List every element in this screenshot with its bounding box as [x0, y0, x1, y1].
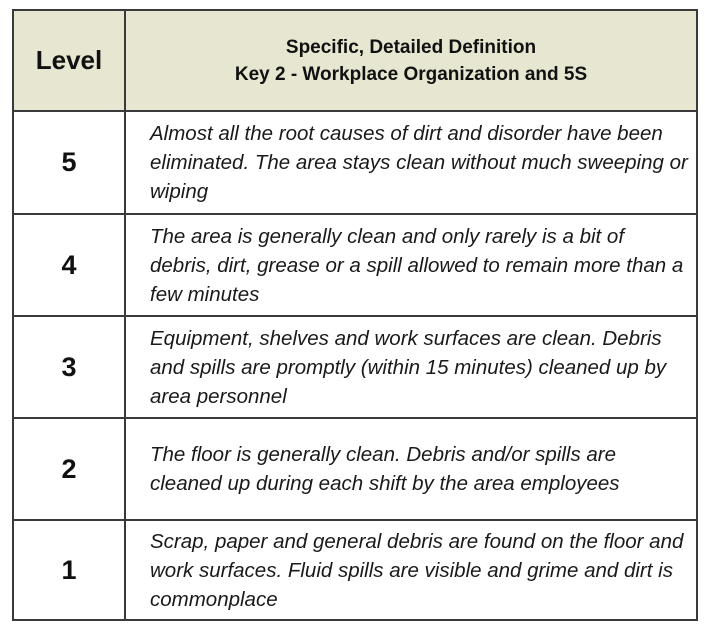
definition-cell: [126, 419, 696, 521]
definition-text: The floor is generally clean. Debris and/or spills are cleaned up during each shift by the area employees: [150, 443, 620, 495]
definition-text: Almost all the root causes of dirt and disorder have been eliminated. The area stays clean without much sweeping or wiping: [150, 122, 688, 203]
definition-cell: [126, 521, 696, 619]
definition-cell: [126, 112, 696, 215]
level-cell: [14, 112, 126, 215]
level-number: 1: [61, 554, 77, 585]
definition-text: The area is generally clean and only rarely is a bit of debris, dirt, grease or a spill allowed to remain more than a few minutes: [150, 224, 684, 306]
level-cell: [14, 215, 126, 317]
level-cell: [14, 317, 126, 419]
definition-cell: [126, 215, 696, 317]
definition-cell: [126, 317, 696, 419]
level-number: 3: [61, 351, 77, 382]
level-cell: [14, 419, 126, 521]
header-level-label: Level: [35, 45, 103, 75]
header-definition: [126, 11, 696, 112]
header-level: [14, 11, 126, 112]
level-number: 2: [61, 453, 77, 484]
header-definition-line1: Specific, Detailed Definition: [285, 36, 537, 58]
level-number: 5: [61, 147, 77, 177]
level-number: 4: [61, 249, 77, 280]
level-cell: [14, 521, 126, 619]
header-definition-line2: Key 2 - Workplace Organization and 5S: [234, 63, 588, 85]
definition-text: Equipment, shelves and work surfaces are clean. Debris and spills are promptly (within 15 minutes) cleaned up by area personnel: [150, 326, 667, 408]
level-definition-table: [12, 9, 698, 621]
definition-text: Scrap, paper and general debris are found on the floor and work surfaces. Fluid spills are visible and grime and dirt is commonplace: [150, 529, 684, 611]
